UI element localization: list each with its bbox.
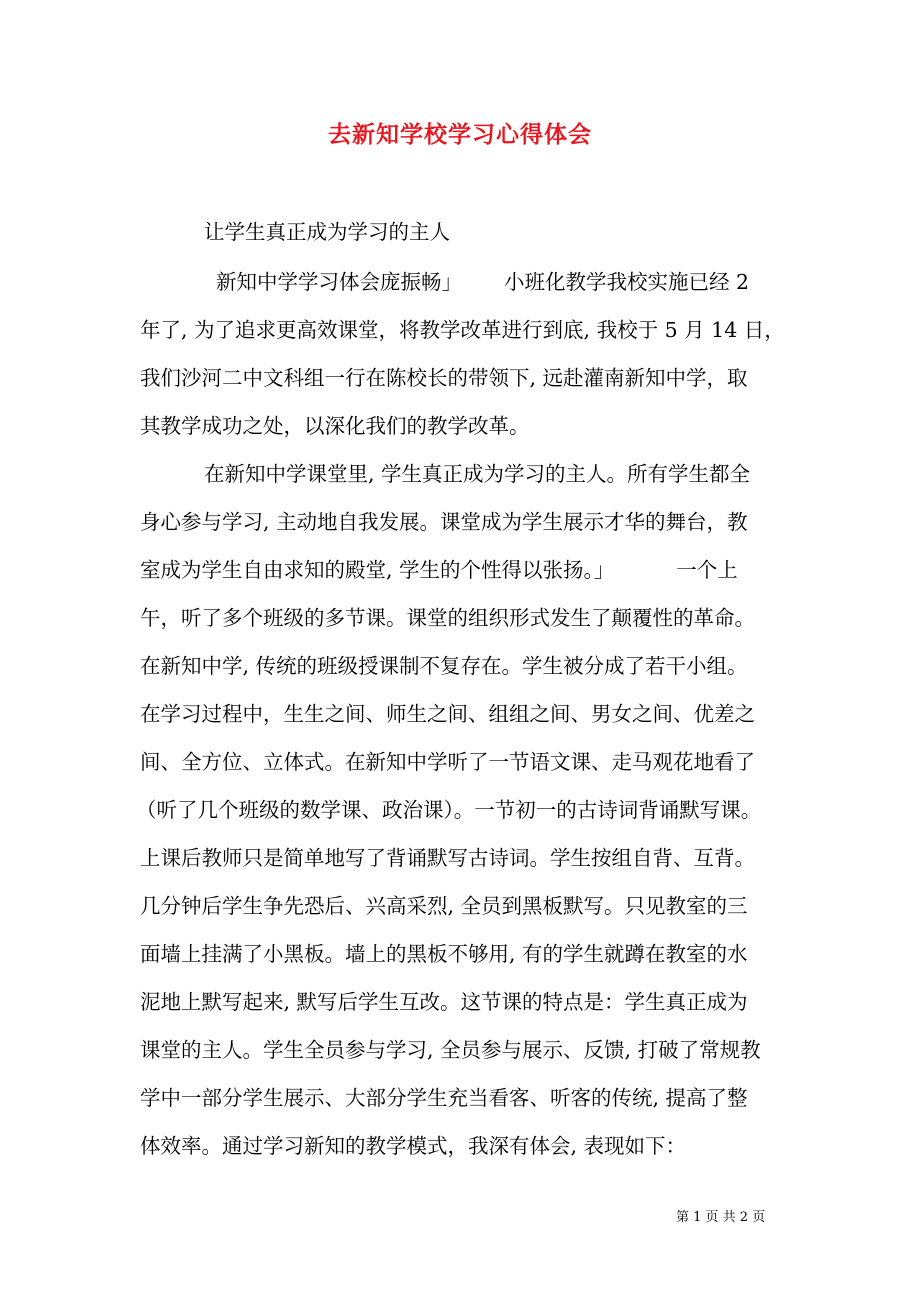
paragraph-2-line-4: 午，听了多个班级的多节课。课堂的组织形式发生了颠覆性的革命。 bbox=[140, 606, 755, 630]
paragraph-2-line-10: 几分钟后学生争先恐后、兴高采烈, 全员到黑板默写。只见教室的三 bbox=[140, 894, 748, 918]
paragraph-2-line-6: 在学习过程中，生生之间、师生之间、组组之间、男女之间、优差之 bbox=[140, 702, 755, 726]
paragraph-1-line-2: 年了, 为了追求更高效课堂，将教学改革进行到底, 我校于 5 月 14 日， bbox=[140, 318, 785, 342]
paragraph-2-line-8: （听了几个班级的数学课、政治课）。一节初一的古诗词背诵默写课。 bbox=[136, 798, 762, 822]
p1-line1-mark: 」 bbox=[441, 270, 462, 294]
p2-line3-part-a: 室成为学生自由求知的殿堂, 学生的个性得以张扬。 bbox=[140, 558, 594, 582]
paragraph-2-line-2: 身心参与学习, 主动地自我发展。课堂成为学生展示才华的舞台，教 bbox=[140, 510, 748, 534]
page-number: 第 1 页 共 2 页 bbox=[676, 1210, 766, 1225]
paragraph-1-line-1 bbox=[216, 268, 749, 296]
paragraph-2-line-14: 学中一部分学生展示、大部分学生充当看客、听客的传统, 提高了整 bbox=[140, 1086, 748, 1110]
paragraph-2-line-7: 间、全方位、立体式。在新知中学听了一节语文课、走马观花地看了 bbox=[140, 750, 755, 774]
p1-line1-part-b: 小班化教学我校实施已经 2 bbox=[504, 270, 750, 294]
paragraph-2-line-1: 在新知中学课堂里, 学生真正成为学习的主人。所有学生都全 bbox=[204, 462, 751, 486]
paragraph-2-line-9: 上课后教师只是简单地写了背诵默写古诗词。学生按组自背、互背。 bbox=[140, 846, 755, 870]
p2-line3-part-b: 一个上 bbox=[676, 558, 738, 582]
paragraph-2-line-12: 泥地上默写起来, 默写后学生互改。这节课的特点是：学生真正成为 bbox=[140, 990, 748, 1014]
p1-line1-part-a: 新知中学学习体会庞振畅 bbox=[216, 270, 442, 294]
paragraph-2-line-3 bbox=[140, 556, 738, 584]
paragraph-2-line-11: 面墙上挂满了小黑板。墙上的黑板不够用, 有的学生就蹲在教室的水 bbox=[140, 942, 748, 966]
document-title: 去新知学校学习心得体会 bbox=[328, 121, 592, 148]
paragraph-1-line-3: 我们沙河二中文科组一行在陈校长的带领下, 远赴灌南新知中学，取 bbox=[140, 366, 748, 390]
paragraph-2-line-15: 体效率。通过学习新知的教学模式，我深有体会, 表现如下： bbox=[140, 1134, 687, 1158]
p2-line3-mark: 」 bbox=[593, 558, 615, 582]
paragraph-2-line-5: 在新知中学, 传统的班级授课制不复存在。学生被分成了若干小组。 bbox=[140, 654, 748, 678]
paragraph-2-line-13: 课堂的主人。学生全员参与学习, 全员参与展示、反馈, 打破了常规教 bbox=[140, 1038, 761, 1062]
subtitle: 让学生真正成为学习的主人 bbox=[204, 220, 450, 244]
paragraph-1-line-4: 其教学成功之处，以深化我们的教学改革。 bbox=[140, 414, 530, 438]
